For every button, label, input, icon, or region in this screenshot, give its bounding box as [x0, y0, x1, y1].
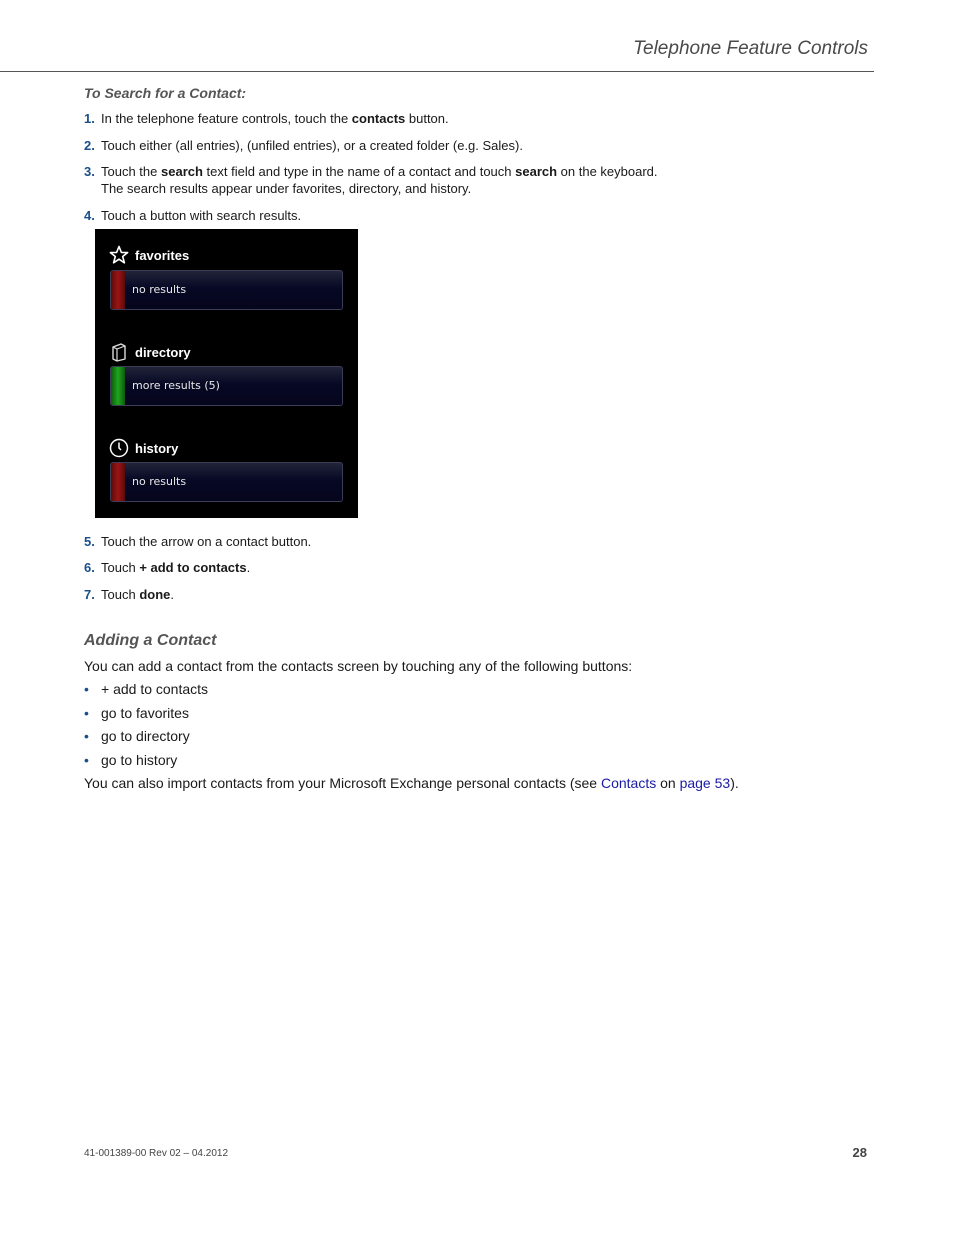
favorites-section-title: favorites — [109, 245, 189, 265]
page-header-title: Telephone Feature Controls — [633, 38, 868, 59]
history-section-title: history — [109, 438, 178, 458]
result-label: no results — [132, 283, 187, 296]
page-number: 28 — [852, 1145, 867, 1160]
status-bar-green — [111, 367, 125, 405]
directory-result-button[interactable] — [110, 366, 343, 406]
step-number: 1. — [84, 111, 95, 126]
step-number: 3. — [84, 164, 95, 179]
step-text: Touch done. — [101, 587, 174, 602]
clock-icon — [109, 438, 129, 458]
favorites-result-button[interactable] — [110, 270, 343, 310]
outro-paragraph: You can also import contacts from your Microsoft Exchange personal contacts (see Contacts on page 53). — [84, 775, 739, 791]
step-number: 7. — [84, 587, 95, 602]
star-icon — [109, 245, 129, 265]
step-number: 4. — [84, 208, 95, 223]
page-53-link[interactable]: page 53 — [679, 775, 731, 791]
intro-paragraph: You can add a contact from the contacts screen by touching any of the following buttons: — [84, 658, 633, 674]
step-number: 5. — [84, 534, 95, 549]
result-label: more results (5) — [132, 379, 220, 392]
step-text: Touch either (all entries), (unfiled entries), or a created folder (e.g. Sales). — [101, 138, 523, 153]
status-bar-red — [111, 463, 125, 501]
section-heading: Adding a Contact — [84, 632, 217, 649]
history-result-button[interactable] — [110, 462, 343, 502]
step-text: In the telephone feature controls, touch the contacts button. — [101, 111, 449, 126]
step-text-line2: The search results appear under favorites, directory, and history. — [101, 181, 472, 196]
contacts-link[interactable]: Contacts — [600, 775, 657, 791]
status-bar-red — [111, 271, 125, 309]
step-number: 2. — [84, 138, 95, 153]
book-icon — [109, 342, 129, 362]
result-label: no results — [132, 475, 187, 488]
footer-doc-id: 41-001389-00 Rev 02 – 04.2012 — [84, 1148, 229, 1159]
procedure-heading: To Search for a Contact: — [84, 85, 247, 101]
step-number: 6. — [84, 560, 95, 575]
directory-section-title: directory — [109, 342, 191, 362]
step-text: Touch the arrow on a contact button. — [101, 534, 312, 549]
step-text: Touch + add to contacts. — [101, 560, 251, 575]
step-text: Touch the search text field and type in the name of a contact and touch search on the keyboard. — [101, 164, 658, 179]
header-rule — [0, 71, 874, 72]
search-results-screenshot — [95, 229, 358, 518]
step-text: Touch a button with search results. — [101, 208, 302, 223]
